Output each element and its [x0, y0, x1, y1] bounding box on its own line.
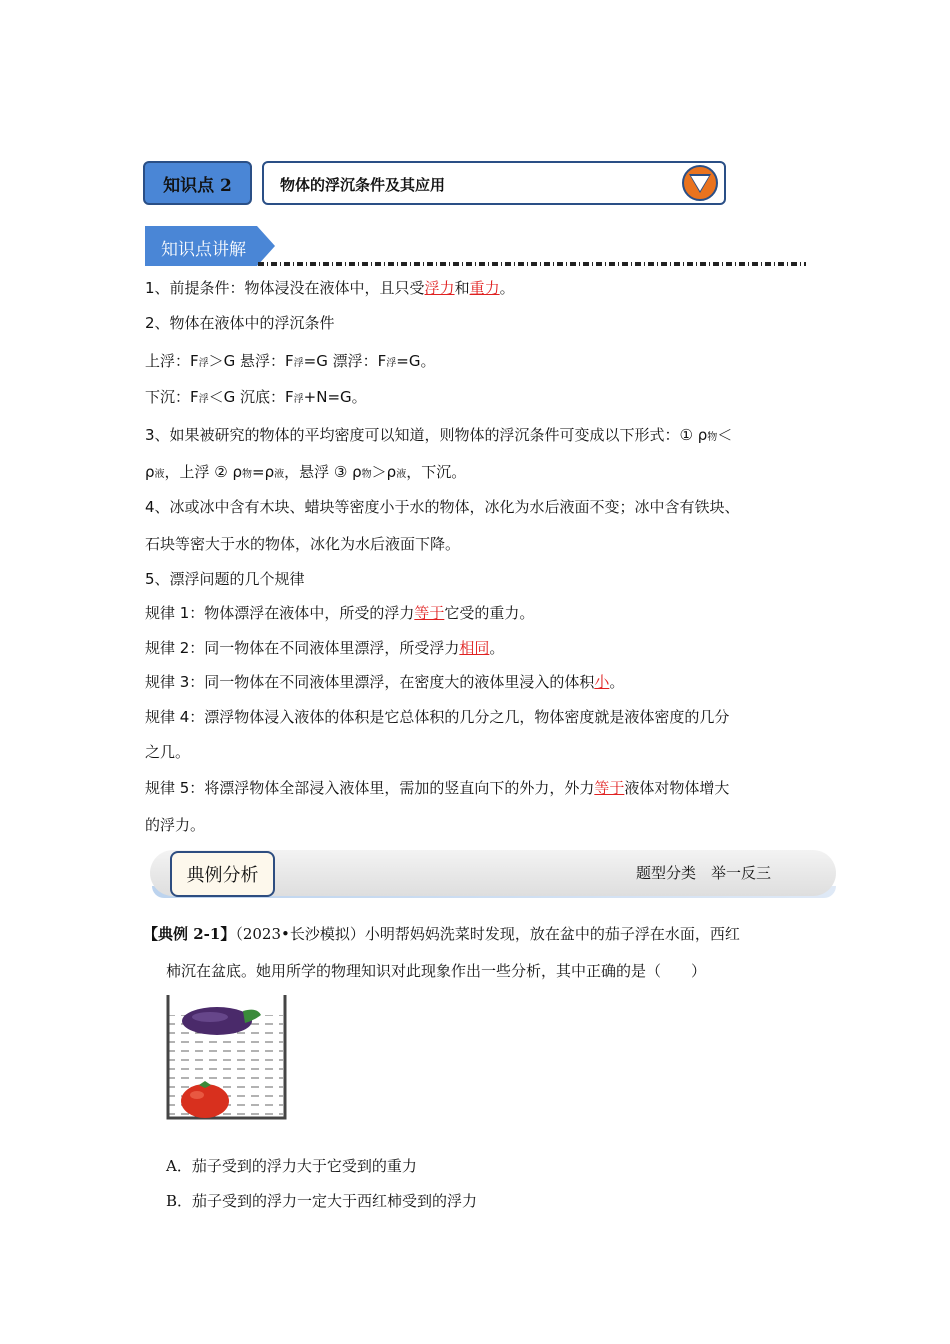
- answer-highlight: 小: [594, 673, 610, 691]
- text-line-3: 上浮：F浮＞G 悬浮：F浮=G 漂浮：F浮=G。: [145, 352, 436, 370]
- text-line-2: 2、物体在液体中的浮沉条件: [145, 314, 335, 332]
- example-banner-subtitle: 题型分类 举一反三: [636, 864, 772, 882]
- option-a: A．茄子受到的浮力大于它受到的重力: [166, 1157, 417, 1175]
- text-line-13: 规律 4：漂浮物体浸入液体的体积是它总体积的几分之几，物体密度就是液体密度的几分: [145, 708, 730, 726]
- section-tab: [145, 226, 275, 266]
- example-question-line-1: 【典例 2-1】（2023•长沙模拟）小明帮妈妈洗菜时发现，放在盆中的茄子浮在水面，西红: [143, 925, 740, 943]
- triangle-down-icon: [682, 165, 718, 201]
- answer-highlight: 重力: [469, 279, 500, 297]
- option-b: B．茄子受到的浮力一定大于西红柿受到的浮力: [166, 1192, 478, 1210]
- text-line-11: 规律 2：同一物体在不同液体里漂浮，所受浮力相同。: [145, 639, 505, 657]
- text-line-5: 3、如果被研究的物体的平均密度可以知道，则物体的浮沉条件可变成以下形式：① ρ物＜: [145, 426, 733, 444]
- knowledge-point-title-box: [262, 161, 726, 205]
- text-line-12: 规律 3：同一物体在不同液体里漂浮，在密度大的液体里浸入的体积小。: [145, 673, 625, 691]
- text-line-4: 下沉：F浮＜G 沉底：F浮+N=G。: [145, 388, 367, 406]
- section-tab-label: 知识点讲解: [161, 240, 246, 260]
- text-line-15: 规律 5：将漂浮物体全部浸入液体里，需加的竖直向下的外力，外力等于液体对物体增大: [145, 779, 730, 797]
- text-line-7: 4、冰或冰中含有木块、蜡块等密度小于水的物体，冰化为水后液面不变；冰中含有铁块、: [145, 498, 740, 516]
- text-line-8: 石块等密大于水的物体，冰化为水后液面下降。: [145, 535, 461, 553]
- text-line-1: 1、前提条件：物体浸没在液体中，且只受浮力和重力。: [145, 279, 515, 297]
- answer-highlight: 等于: [594, 779, 625, 797]
- knowledge-point-badge: 知识点 2: [143, 161, 252, 205]
- section-divider: [258, 262, 806, 266]
- text-line-9: 5、漂浮问题的几个规律: [145, 570, 305, 588]
- example-question-line-2: 柿沉在盆底。她用所学的物理知识对此现象作出一些分析，其中正确的是（ ）: [166, 962, 707, 980]
- answer-highlight: 浮力: [424, 279, 455, 297]
- text-line-6: ρ液，上浮 ② ρ物=ρ液，悬浮 ③ ρ物＞ρ液，下沉。: [145, 463, 467, 481]
- answer-highlight: 相同: [459, 639, 490, 657]
- text-line-16: 的浮力。: [145, 816, 206, 834]
- knowledge-point-title: 物体的浮沉条件及其应用: [280, 176, 446, 194]
- basin-illustration: [165, 993, 289, 1121]
- answer-highlight: 等于: [414, 604, 445, 622]
- text-line-14: 之几。: [145, 743, 191, 761]
- example-banner-tab: 典例分析: [170, 851, 275, 897]
- text-line-10: 规律 1：物体漂浮在液体中，所受的浮力等于它受的重力。: [145, 604, 535, 622]
- example-tag: 【典例 2-1】: [143, 925, 236, 943]
